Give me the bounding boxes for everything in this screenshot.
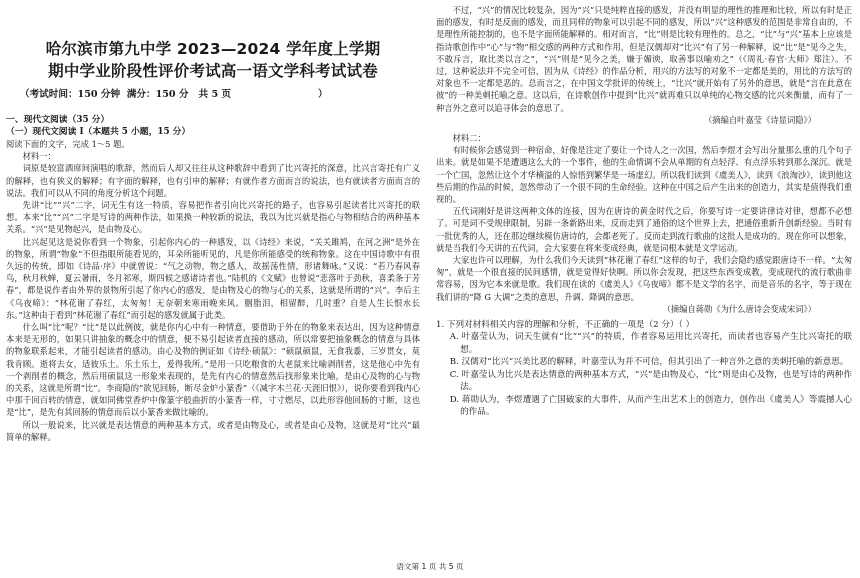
- exam-info: （考试时间：150 分钟 满分：150 分 共 5 页 ）: [20, 89, 328, 100]
- right-paragraph: 大家也许可以理解，为什么我们今天读到“林花谢了春红”这样的句子，我们会隐约感觉跟唐诗不一样。“太匆匆”，就是一个很直接的民间感情，就是觉得好快啊。所以你会发现，把这些东西变成教，变成现代的流行歌曲非常容易，因为它本来就是歌。我们现在读的《虞美人》《乌夜啼》都不是文学的名字，而是音乐的名字，等于现在我们讲的“降 G 大调”之类的意思，升调、降调的意思。: [436, 255, 852, 302]
- section-heading: 一、现代文阅读（35 分）: [6, 115, 110, 125]
- exam-title-line1: 哈尔滨市第九中学 2023—2024 学年度上学期: [45, 40, 381, 58]
- right-paragraph: 不过，“兴”的情况比较复杂，因为“兴”只是纯粹直接的感发，并没有明显的理性的推理和比较，所以有时是正面的感发，有时是反面的感发，而且同样的物象可以引起不同的感发，所以“兴”这种感发的范围是非常自由的，不是理性所能控制的，也不是字面所能解释的。相对而言，“比”则是比较有理性的。总之，“比”与“兴”基本上应该是指诗歌创作中“心”与“物”相交感的两种方式和作用，但是汉儒却对“比兴”有了另一种解释，说“比”是“见今之失，不敢斥言，取比类以言之”，“兴”则是“见今之美，嫌于媚谀，取善事以喻劝之”（《周礼·春官·大师》郑注）。不过，这种说法并不完全可信，因为从《诗经》的作品分析，用兴的方法写的对象不一定都是美的，用比的方法写的对象也不一定都是恶的。总而言之，在中国文学批评的传统上，“比兴”就开始有了另外的意思，就是“言在此意在彼”的一种美刺托喻之意。这以后，在诗歌创作中提到“比兴”就再难只以单纯的心物交感的比兴来衡量，而有了一种言外之意可以追寻体会的意思了。: [436, 5, 852, 113]
- source-citation-1: （摘编自叶嘉莹《诗显词隐》）: [703, 114, 816, 125]
- material1-label: 材料一：: [22, 151, 56, 162]
- exam-title-line2: 期中学业阶段性评价考试高一语文学科考试试卷: [48, 62, 378, 80]
- left-paragraph: 先讲“比”“兴”二字，词无生有这一特质，容易把作者引向比兴寄托的路子，也容易引起读者比兴寄托的联想。本来“比”“兴”二字是写诗的两种作法，如果换一种较新的说法，我以为比兴就是指心与物相结合的两种基本关系。“兴”是见物起兴，是由物及心。: [6, 200, 420, 235]
- left-paragraph: 比兴起见这是说你看到一个物象，引起你内心的一种感发，以《诗经》来说，“关关雎鸠，在河之洲”是外在的物象，所谓“物象”不但指眼所能看见的，耳朵所能听见的，凡是你所能感受的统称物象。这在中国诗歌中有很久远的传统，即如《诗品·序》中就曾说：“气之动物，物之感人，故摇荡性情，形诸舞咏。”又说：“若乃春风春鸟，秋月秋蝉，夏云暑雨，冬月祁寒，斯四候之感诸诗者也。”陆机的《文赋》也曾说“悲落叶于劲秋，喜柔条于芳春”，都是说作者由外界的景物所引起了你内心的感发，是由物及心的物与心的关系，这就是所谓的“兴”。李后主《乌夜啼》：“林花谢了春红，太匆匆！无奈朝来寒雨晚来风。胭脂泪，相留醉，几时重？自是人生长恨水长东。”这种由于看到“林花谢了春红”而引起的感发就属于此类。: [6, 236, 420, 320]
- left-paragraph: 词原是较富酒席间演唱的歌辞，然而后人却又往往从这种歌辞中看到了比兴寄托的深意，比兴言寄托有广义的解释，也有狭义的解释；有字面的解释，也有引申的解释；有就作者方面而言的说法，也有就读者方面而言的说法。我们可以从不同的角度分析这个问题。: [6, 163, 420, 198]
- material2-label: 材料二：: [452, 133, 486, 144]
- question-1: 1. 下列对材料相关内容的理解和分析，不正确的一项是（2 分）（ ）: [436, 320, 695, 331]
- left-column: [6, 0, 420, 556]
- left-paragraph: 所以一般说来，比兴就是表达情意的两种基本方式，或者是由物及心，或者是由心及物，这就是对“比兴”最简单的解释。: [6, 419, 420, 442]
- source-citation-2: （摘编自蒋勋《为什么唐诗会变成宋词》）: [662, 303, 816, 314]
- page-footer: 语文第 1 页 共 5 页: [396, 562, 464, 571]
- right-paragraph: 五代词刚好是讲这两种文体的连接，因为在唐诗的黄金时代之后，你要写诗一定要讲律诗对律，想都不必想了。可是词不受规律限制，另辟一条新路出来，反而走到了通俗的这个世界上去，把通俗重新升创新经验。当时有一批优秀的人，还在那边继续模仿唐诗的，会都老死了。反而走到流行歌曲的这批人是成功的。现在你可以想象，就是当我们今天讲的五代词，会大家要在将来变成经典，就是词根本就是文学运动。: [436, 206, 852, 253]
- option-a: A. 叶嘉莹认为，词天生就有“比”“兴”的特质，作者容易运用比兴寄托，而读者也容易产生比兴寄托的联想。: [449, 332, 852, 355]
- option-d: D. 蒋勋认为，李煜遭遇了亡国破家的大事件，从而产生出艺术上的创造力，创作出《虞美人》等震撼人心的作品。: [449, 394, 852, 417]
- option-b: B. 汉儒对“比兴”兴美比恶的解释，叶嘉莹认为并不可信，但其引出了一种言外之意的美刺托喻的新意思。: [449, 357, 849, 368]
- instructions: 阅读下面的文字，完成 1～5 题。: [6, 139, 130, 149]
- option-c: C. 叶嘉莹认为比兴是表达情意的两种基本方式，“兴”是由物及心，“比”则是由心及物，也是写诗的两种作法。: [449, 369, 852, 393]
- right-paragraph: 有时候你会感觉到一种宿命，好像是注定了要让一个诗人之一次国，然后李煜才会写出分量那么重的几个句子出来。就是如果不是遭遇这么大的一个事件，他的生命情调不会从单期的有点轻浮、有点浮乐转到那么深沉。就是一个亡国，忽然让这个才华横溢的人惊悟到繁华是一场虚幻。所以我们读到《虞美人》，读到《浪淘沙》，读到他这些后期的作品的时候，忽然带动了一个很不同的生命经验。这种在中国之后产生出来的创造力，其实是值得我们重视的。: [436, 145, 852, 205]
- left-paragraph: 什么叫“比”呢？“比”是以此例彼，就是你内心中有一种情意，要借助于外在的物象来表达出，因为这种情意本来是无形的，如果只讲抽象的概念中的情意，便不易引起读者直接的感动，所以常要把抽象概念的情意与具体的物象联系起来，才能引起读者的感动。由心及物的例证如《诗经·硕鼠》：“硕鼠硕鼠，无食我黍，三岁贯女，莫我肯顾。逝将去女，适彼乐土。乐土乐土，爰得我所。”是用一只吃粮食的大老鼠来比喻剥削者，这是他心中先有一个剥削者的概念，然后用硕鼠这一形象来表现的，是先有内心的情意然后找形象来比喻，是由心及物的心与物的关系，这就是所谓“比”。李商隐的“欲见回肠，断尽金炉小篆香”（《减字木兰花·天涯旧恨》），说你要看到我内心中那千回百转的情意，就如同佛堂香炉中像篆字般曲折的小篆香一样，寸寸燃尽，以此形容他回肠的寸断，这也是“比”，是先有其回肠的情意而后以小篆香来做比喻的。: [6, 322, 420, 418]
- subsection-heading: （一）现代文阅读 I（本题共 5 小题，15 分）: [6, 127, 191, 137]
- right-column: [436, 0, 852, 556]
